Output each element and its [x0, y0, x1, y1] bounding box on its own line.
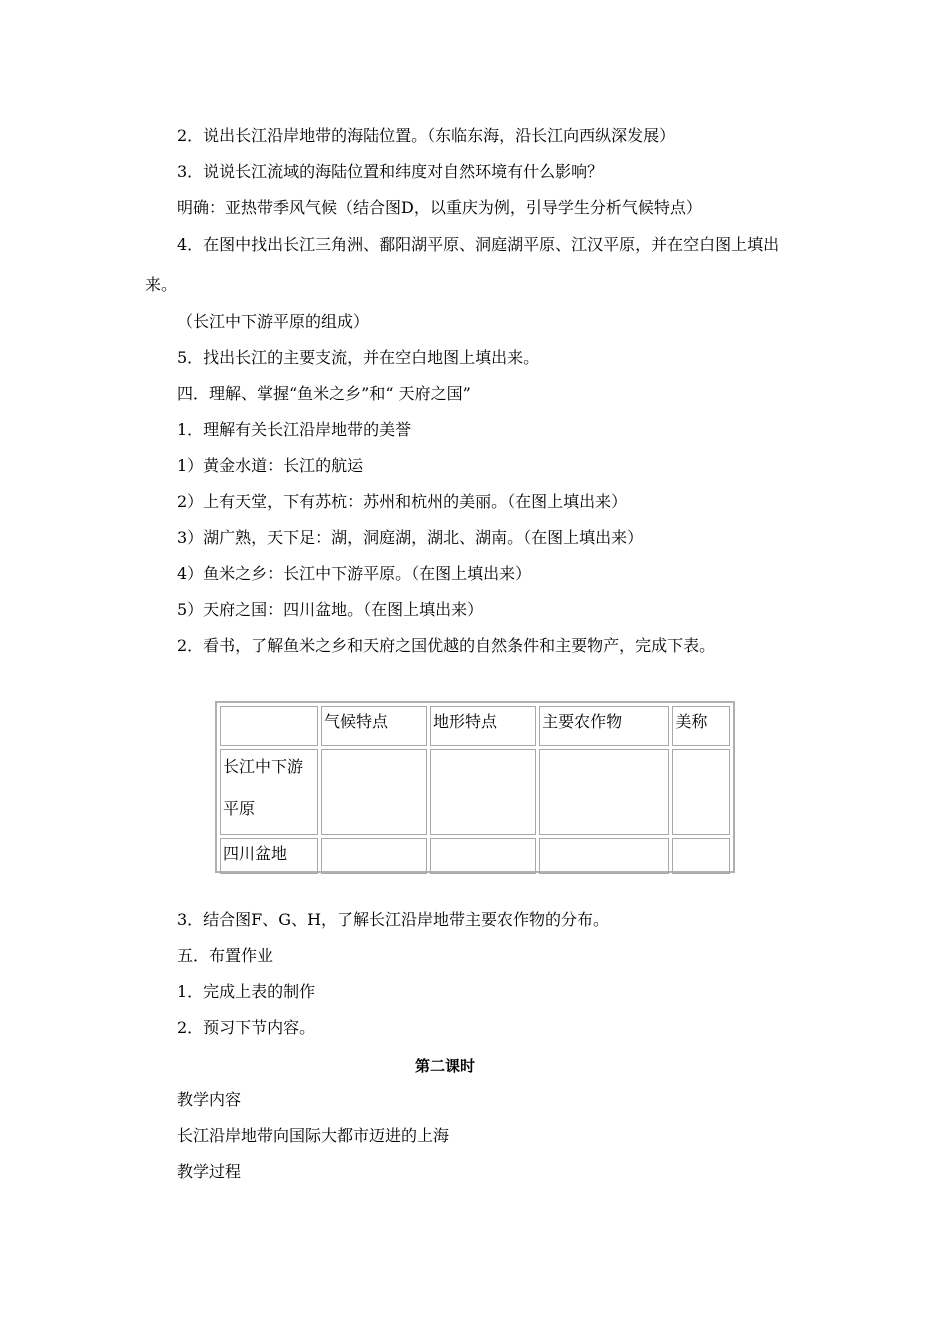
- table-header-row: [220, 706, 730, 746]
- text-line: 2．预习下节内容。: [177, 1018, 316, 1037]
- text-line: 4．在图中找出长江三角洲、鄱阳湖平原、洞庭湖平原、江汉平原，并在空白图上填出: [177, 235, 780, 254]
- table-cell: [430, 838, 536, 874]
- text-line: 5．找出长江的主要支流，并在空白地图上填出来。: [177, 348, 540, 367]
- text-line: 3．结合图F、G、H，了解长江沿岸地带主要农作物的分布。: [177, 910, 610, 929]
- text-line: 来。: [145, 275, 178, 294]
- section-title: 四．理解、掌握“鱼米之乡”和“ 天府之国”: [177, 384, 471, 403]
- text-line: （长江中下游平原的组成）: [177, 312, 370, 331]
- table-cell: [539, 749, 669, 835]
- table-cell: 长江中下游平原: [220, 749, 318, 835]
- text-line: 5）天府之国：四川盆地。（在图上填出来）: [177, 600, 484, 619]
- table-header-cell: 美称: [672, 706, 730, 746]
- table-row: [220, 749, 730, 835]
- table-row: [220, 838, 730, 874]
- text-line: 2）上有天堂，下有苏杭：苏州和杭州的美丽。（在图上填出来）: [177, 492, 628, 511]
- text-line: 教学内容: [177, 1090, 242, 1109]
- text-line: 2．说出长江沿岸地带的海陆位置。（东临东海，沿长江向西纵深发展）: [177, 126, 676, 145]
- comparison-table: [215, 701, 735, 873]
- text-line: 1．理解有关长江沿岸地带的美誉: [177, 420, 412, 439]
- table-cell: [539, 838, 669, 874]
- text-line: 4）鱼米之乡：长江中下游平原。（在图上填出来）: [177, 564, 532, 583]
- table-cell: [321, 749, 427, 835]
- table-cell: [430, 749, 536, 835]
- table-header-cell: 主要农作物: [539, 706, 669, 746]
- table-header-cell: 地形特点: [430, 706, 536, 746]
- text-line: 3）湖广熟，天下足：湖，洞庭湖，湖北、湖南。（在图上填出来）: [177, 528, 644, 547]
- text-line: 明确：亚热带季风气候（结合图D，以重庆为例，引导学生分析气候特点）: [177, 198, 702, 217]
- text-line: 2．看书，了解鱼米之乡和天府之国优越的自然条件和主要物产，完成下表。: [177, 636, 716, 655]
- text-line: 3．说说长江流域的海陆位置和纬度对自然环境有什么影响？: [177, 162, 604, 181]
- lesson-heading: 第二课时: [414, 1057, 475, 1075]
- table-cell: [672, 838, 730, 874]
- table-cell: 四川盆地: [220, 838, 318, 874]
- text-line: 1．完成上表的制作: [177, 982, 316, 1001]
- section-title: 五．布置作业: [177, 946, 274, 965]
- table-cell: [672, 749, 730, 835]
- table-cell: [321, 838, 427, 874]
- table-header-cell: 气候特点: [321, 706, 427, 746]
- text-line: 教学过程: [177, 1162, 242, 1181]
- table-header-cell: [220, 706, 318, 746]
- text-line: 1）黄金水道：长江的航运: [177, 456, 364, 475]
- text-line: 长江沿岸地带向国际大都市迈进的上海: [177, 1126, 450, 1145]
